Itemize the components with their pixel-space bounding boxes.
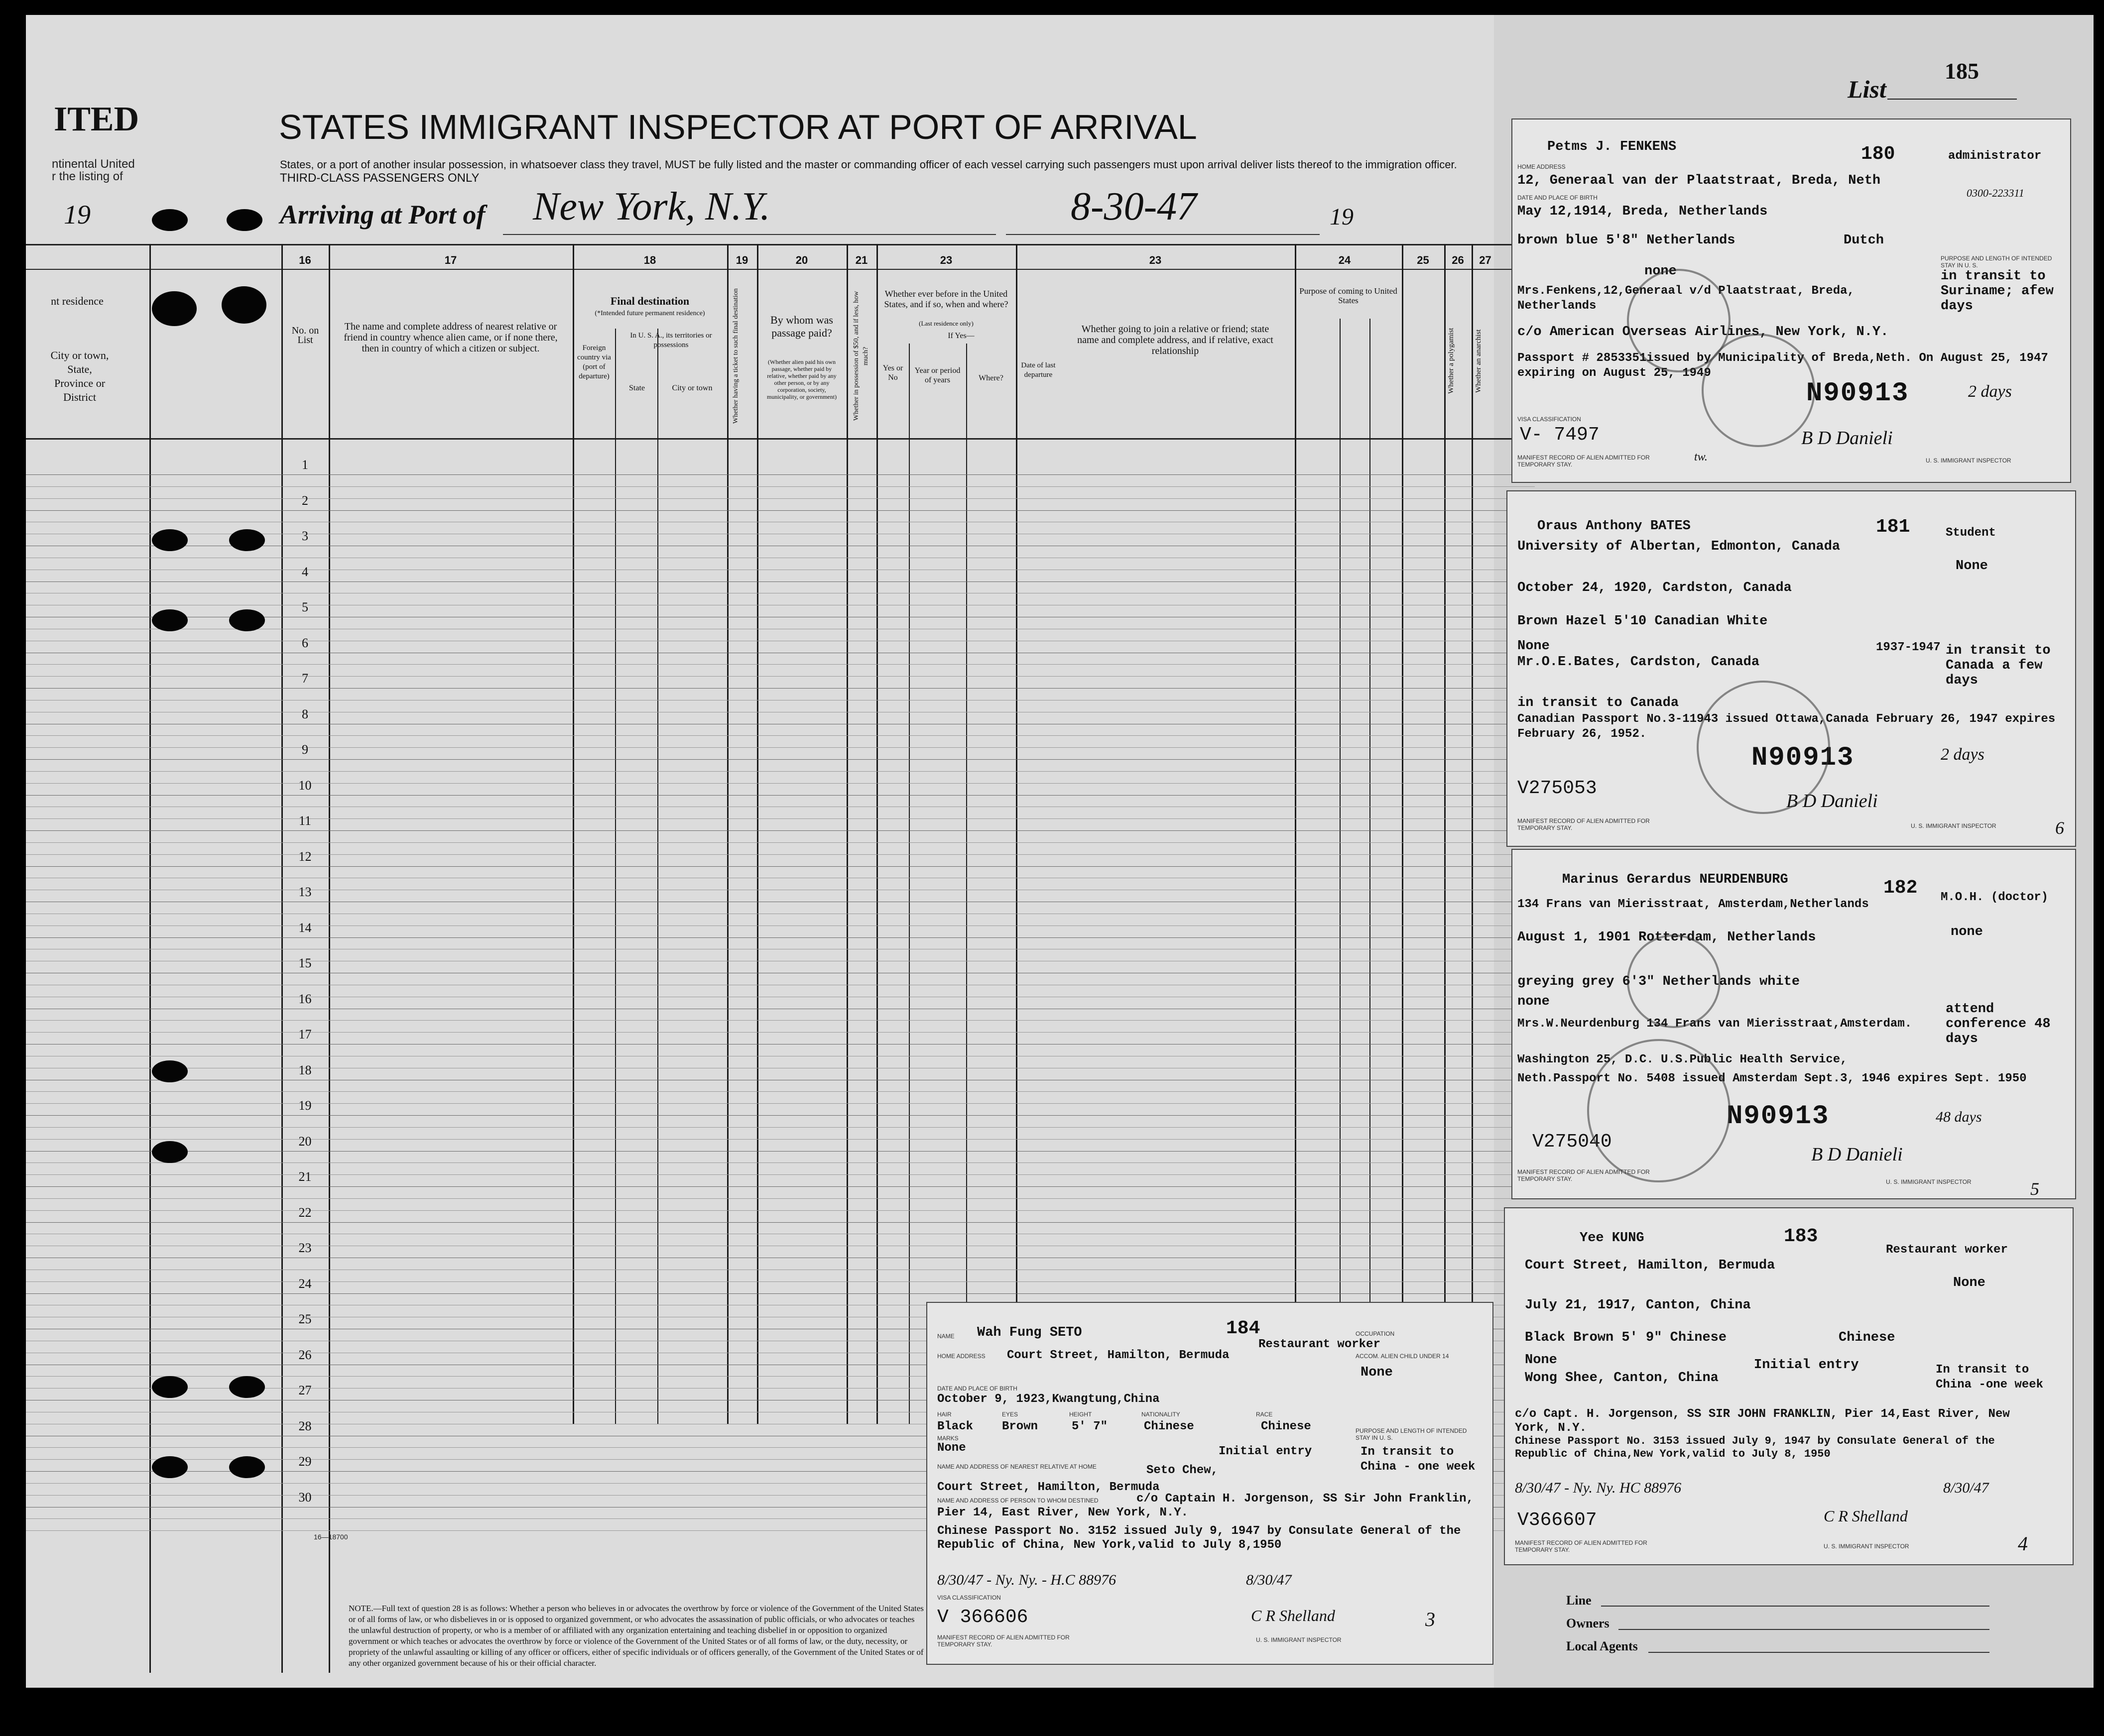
- card-admitted-hand: 8/30/47 - Ny. Ny. HC 88976: [1515, 1480, 1682, 1496]
- card-side-number: 5: [2030, 1179, 2039, 1199]
- row-rule: [26, 1115, 1535, 1116]
- card-birth: July 21, 1917, Canton, China: [1525, 1298, 1751, 1313]
- card-label-inspector: U. S. IMMIGRANT INSPECTOR: [1886, 1178, 1972, 1185]
- col-number: 19: [736, 254, 748, 266]
- row-number: 17: [298, 1027, 312, 1042]
- card-occupation: Student: [1946, 526, 1996, 540]
- final-destination-note: (*Intended future permanent residence): [595, 310, 705, 317]
- card-home-address: Court Street, Hamilton, Bermuda: [1525, 1258, 1775, 1273]
- port-underline: [503, 234, 996, 235]
- inspection-stamp: [1587, 1039, 1731, 1182]
- row-rule: [26, 1032, 1535, 1033]
- row-number: 9: [302, 742, 308, 757]
- possession-header: Whether in possession of $50, and if less, how much?: [853, 291, 869, 421]
- card-home-address: Court Street, Hamilton, Bermuda: [1007, 1349, 1230, 1362]
- row-number: 18: [298, 1062, 312, 1077]
- card-visa: V275053: [1517, 778, 1597, 799]
- card-inspector-signature: C R Shelland: [1824, 1507, 1908, 1525]
- card-purpose: In transit to China -one week: [1936, 1363, 2044, 1391]
- card-label-manifest: MANIFEST RECORD OF ALIEN ADMITTED FOR TEMPORARY STAY.: [1517, 817, 1650, 831]
- left-note-1: ntinental United: [52, 157, 135, 171]
- card-destined: Washington 25, D.C. U.S.Public Health Service,: [1517, 1053, 1848, 1066]
- row-rule: [26, 937, 1535, 938]
- row-rule: [26, 1139, 1535, 1140]
- row-rule: [26, 842, 1535, 843]
- card-inspector-signature: B D Danieli: [1811, 1144, 1903, 1165]
- row-number: 8: [302, 706, 308, 721]
- card-relative: Wong Shee, Canton, China: [1525, 1371, 1719, 1386]
- card-home-address: University of Albertan, Edmonton, Canada: [1517, 539, 1841, 554]
- card-purpose: in transit to Suriname; afew days: [1941, 269, 2054, 314]
- ever-before-header: Whether ever before in the United States, and if so, when and where?: [884, 289, 1008, 309]
- card-manifest-no: N90913: [1751, 743, 1855, 773]
- card-list-no: 181: [1876, 516, 1910, 538]
- card-label-home: HOME ADDRESS: [937, 1353, 986, 1360]
- punch-hole: [152, 1376, 188, 1398]
- card-birth: May 12,1914, Breda, Netherlands: [1517, 204, 1768, 219]
- card-corner-hand: 0300-223311: [1967, 187, 2024, 199]
- card-label-nationality: NATIONALITY: [1141, 1411, 1180, 1418]
- row-number: 6: [302, 635, 308, 650]
- col-rule: [909, 344, 910, 1424]
- card-inspector-signature: B D Danieli: [1801, 428, 1893, 449]
- punch-hole: [229, 1376, 265, 1398]
- row-rule: [26, 1103, 1535, 1104]
- card-travel-doc: Passport # 2853351issued by Municipality of Breda,Neth. On August 25, 1947 expiring on August 25, 1949: [1517, 351, 2048, 380]
- header-rule-top: [26, 244, 1535, 245]
- row-number: 5: [302, 600, 308, 614]
- punch-hole: [222, 286, 266, 324]
- row-number: 16: [298, 991, 312, 1006]
- card-marks: None: [937, 1441, 966, 1455]
- col-rule: [847, 244, 848, 1424]
- row-number: 11: [298, 813, 312, 828]
- card-destined: in transit to Canada: [1517, 695, 1679, 710]
- card-years: 1937-1947: [1876, 641, 1941, 654]
- row-rule: [26, 510, 1535, 511]
- row-number: 2: [302, 493, 308, 508]
- card-label-birth: DATE AND PLACE OF BIRTH: [937, 1385, 1017, 1392]
- row-number: 30: [298, 1490, 312, 1505]
- punch-hole: [229, 529, 265, 551]
- card-label-destined: NAME AND ADDRESS OF PERSON TO WHOM DESTINED: [937, 1497, 1099, 1504]
- card-relative: Mrs.Fenkens,12,Generaal v/d Plaatstraat, Breda, Netherlands: [1517, 284, 1855, 313]
- card-admitted-hand: 8/30/47 - Ny. Ny. - H.C 88976: [937, 1572, 1116, 1588]
- state-header: State: [629, 384, 645, 392]
- col-rule: [727, 244, 729, 1424]
- card-label-hair: HAIR: [937, 1411, 952, 1418]
- nearest-relative-header: The name and complete address of nearest relative or friend in country whence alien came, or if none there, then in country of which a citizen or subject.: [344, 321, 558, 354]
- row-number: 26: [298, 1347, 312, 1362]
- row-rule: [26, 1091, 1535, 1092]
- punch-hole: [152, 529, 188, 551]
- card-travel-doc: Chinese Passport No. 3152 issued July 9, 1947 by Consulate General of the Republic of China, New York,valid to July 8,1950: [937, 1524, 1461, 1552]
- alien-card-181: [1506, 490, 2076, 847]
- ticket-header: Whether having a ticket to such final destination: [732, 288, 740, 424]
- col-number: 25: [1417, 254, 1429, 266]
- card-label-manifest: MANIFEST RECORD OF ALIEN ADMITTED FOR TEMPORARY STAY.: [937, 1634, 1070, 1648]
- card-list-no: 184: [1226, 1318, 1260, 1339]
- card-admit-hand: 8/30/47: [1246, 1572, 1292, 1588]
- card-label-name: NAME: [937, 1333, 955, 1340]
- row-rule: [26, 1127, 1535, 1128]
- card-hair-eyes: brown blue 5'8" Netherlands: [1517, 233, 1735, 248]
- card-name: Petms J. FENKENS: [1547, 139, 1677, 154]
- date-underline: [1006, 234, 1320, 235]
- row-rule: [26, 818, 1535, 819]
- row-rule: [26, 747, 1535, 748]
- card-inspector-signature: C R Shelland: [1251, 1607, 1335, 1624]
- port-handwritten: New York, N.Y.: [533, 185, 770, 229]
- row-number: 14: [298, 920, 312, 935]
- card-manifest-no: N90913: [1727, 1101, 1830, 1132]
- card-travel-doc: Neth.Passport No. 5408 issued Amsterdam Sept.3, 1946 expires Sept. 1950: [1517, 1072, 2027, 1085]
- header-rule-bottom: [26, 438, 1535, 440]
- row-number: 20: [298, 1134, 312, 1149]
- card-entry: Initial entry: [1754, 1358, 1859, 1373]
- card-home-address: 12, Generaal van der Plaatstraat, Breda, Neth: [1517, 173, 1881, 188]
- card-small-hand: tw.: [1694, 451, 1708, 463]
- card-name: Yee KUNG: [1580, 1231, 1644, 1246]
- card-label-manifest: MANIFEST RECORD OF ALIEN ADMITTED FOR TEMPORARY STAY.: [1515, 1539, 1647, 1553]
- row-number: 13: [298, 885, 312, 899]
- row-number: 27: [298, 1383, 312, 1397]
- list-label: List: [1848, 75, 1886, 103]
- if-yes-header: If Yes—: [948, 332, 975, 340]
- punch-hole: [227, 209, 262, 231]
- card-label-inspector: U. S. IMMIGRANT INSPECTOR: [1256, 1636, 1342, 1643]
- punch-hole: [152, 609, 188, 631]
- card-marks: None: [1525, 1353, 1557, 1368]
- owners-underline: [1618, 1629, 1989, 1630]
- card-home-address: 134 Frans van Mierisstraat, Amsterdam,Netherlands: [1517, 898, 1869, 911]
- row-rule: [26, 1151, 1535, 1152]
- yes-or-no-header: Yes or No: [882, 364, 903, 382]
- alien-card-183: [1504, 1207, 2074, 1565]
- card-label-eyes: EYES: [1002, 1411, 1018, 1418]
- card-label-manifest: MANIFEST RECORD OF ALIEN ADMITTED FOR TEMPORARY STAY.: [1517, 454, 1650, 468]
- city-header: City or town: [672, 384, 713, 392]
- col-rule: [615, 329, 616, 1424]
- card-eyes: Brown: [1002, 1420, 1038, 1433]
- row-rule: [26, 1162, 1535, 1163]
- page-title: STATES IMMIGRANT INSPECTOR AT PORT OF ARRIVAL: [279, 108, 1197, 146]
- card-name: Oraus Anthony BATES: [1537, 519, 1691, 534]
- col-rule: [657, 329, 658, 1424]
- arriving-label: Arriving at Port of: [280, 200, 486, 230]
- page-subtitle: States, or a port of another insular possession, in whatsoever class they travel, MUST be fully listed and the master or commanding officer of each vessel carrying such passengers must upon arrival deliver lists thereof to the immigration officer.: [280, 158, 1457, 171]
- card-purpose: In transit to China - one week: [1361, 1445, 1476, 1474]
- card-admit-hand: 8/30/47: [1943, 1480, 1989, 1496]
- final-destination-header: Final destination: [610, 295, 690, 307]
- card-occupation: administrator: [1948, 149, 2042, 163]
- year-suffix: 19: [1330, 204, 1354, 230]
- card-marks: none: [1517, 994, 1550, 1009]
- row-rule: [26, 1281, 1535, 1282]
- card-label-occupation: OCCUPATION: [1356, 1330, 1395, 1337]
- alien-card-180: [1511, 118, 2071, 483]
- col-rule: [876, 244, 878, 1424]
- row-rule: [26, 759, 1535, 760]
- row-rule: [26, 1198, 1535, 1199]
- purpose-header: Purpose of coming to United States: [1299, 286, 1397, 305]
- card-hair-eyes: Brown Hazel 5'10 Canadian White: [1517, 614, 1768, 629]
- row-number: 15: [298, 956, 312, 970]
- col-rule: [1369, 319, 1370, 1424]
- by-whom-paid-header: By whom was passage paid?: [770, 314, 833, 339]
- card-side-number: 6: [2055, 818, 2064, 838]
- card-alien-child: none: [1951, 925, 1983, 939]
- card-marks: none: [1644, 264, 1677, 279]
- card-destined: c/o Capt. H. Jorgenson, SS SIR JOHN FRANKLIN, Pier 14,East River, New York, N.Y.: [1515, 1407, 2010, 1435]
- card-label-purpose: PURPOSE AND LENGTH OF INTENDED STAY IN U. S.: [1356, 1427, 1467, 1441]
- card-name: Wah Fung SETO: [977, 1325, 1082, 1340]
- card-occupation: Restaurant worker: [1258, 1338, 1380, 1351]
- card-label-marks: MARKS: [937, 1435, 959, 1442]
- card-label-race: RACE: [1256, 1411, 1273, 1418]
- row-rule: [26, 1174, 1535, 1175]
- card-birth: October 9, 1923,Kwangtung,China: [937, 1392, 1160, 1406]
- row-rule: [26, 830, 1535, 831]
- col-number: 24: [1338, 254, 1351, 266]
- row-number: 28: [298, 1418, 312, 1433]
- row-rule: [26, 1293, 1535, 1294]
- alien-card-184: [926, 1302, 1493, 1665]
- last-residence-note: (Last residence only): [919, 320, 974, 327]
- no-on-list-header: No. on List: [291, 325, 319, 346]
- row-number: 21: [298, 1169, 312, 1184]
- card-alien-child: None: [1361, 1365, 1393, 1380]
- col-number: 18: [643, 254, 656, 266]
- row-number: 22: [298, 1205, 312, 1220]
- card-label-height: HEIGHT: [1069, 1411, 1092, 1418]
- row-rule: [26, 664, 1535, 665]
- card-label-manifest: MANIFEST RECORD OF ALIEN ADMITTED FOR TEMPORARY STAY.: [1517, 1168, 1650, 1182]
- card-destined: c/o Captain H. Jorgenson, SS Sir John Franklin, Pier 14, East River, New York, N.Y.: [937, 1492, 1474, 1519]
- col-rule: [1295, 244, 1296, 1424]
- row-number: 3: [302, 529, 308, 543]
- row-rule: [26, 783, 1535, 784]
- card-birth: October 24, 1920, Cardston, Canada: [1517, 580, 1792, 595]
- card-label-purpose: PURPOSE AND LENGTH OF INTENDED STAY IN U. S.: [1941, 255, 2052, 269]
- card-travel-doc: Canadian Passport No.3-11943 issued Ottawa,Canada February 26, 1947 expires February 26, 1952.: [1517, 712, 2056, 741]
- col-rule: [757, 244, 758, 1424]
- col-number: 27: [1479, 254, 1491, 266]
- col-rule: [1016, 244, 1017, 1424]
- foreign-country-header: Foreign country via (port of departure): [577, 344, 611, 380]
- card-alien-child: None: [1953, 1275, 1985, 1290]
- by-whom-note: (Whether alien paid his own passage, whether paid by relative, whether paid by any other person, or by any corporation, society, municipality, or government): [766, 358, 837, 400]
- col-rule: [329, 244, 330, 1673]
- footer-note: NOTE.—Full text of question 28 is as follows: Whether a person who believes in or advocates the overthrow by force or violence of the Government of the United States or of all forms of law, or who disbelieves in or is opposed to organized government, or who advocates the assassination of public officials, or who advocates or teaches the unlawful destruction of property, or who is a member of or affiliated with any organization entertaining and teaching disbelief in or opposition to organized government or which teaches or advocates the overthrow by force or violence of the Government of the United States or of all forms of law, or the duty, necessity, or propriety of the unlawful assaulting or killing of any officer or officers, either of specific individuals or of officers generally, of the Government of the United States or of any other organized government because of his or their official character.: [349, 1604, 924, 1668]
- left-title: ITED: [54, 100, 139, 138]
- col-rule: [1340, 319, 1341, 1424]
- punch-hole: [152, 291, 197, 326]
- card-race: Chinese: [1839, 1330, 1895, 1345]
- row-rule: [26, 498, 1535, 499]
- card-label-inspector: U. S. IMMIGRANT INSPECTOR: [1824, 1543, 1909, 1550]
- row-rule: [26, 735, 1535, 736]
- year-period-header: Year or period of years: [914, 366, 961, 384]
- footer-agents-label: Local Agents: [1566, 1639, 1638, 1653]
- inspection-stamp: [1697, 681, 1830, 814]
- alien-card-182: [1511, 849, 2076, 1199]
- col-number: 23: [1149, 254, 1162, 266]
- punch-hole: [229, 1456, 265, 1478]
- card-relative: Mrs.W.Neurdenburg 134 Frans van Mierisstraat,Amsterdam.: [1517, 1017, 1912, 1031]
- card-admit-hand: 48 days: [1936, 1109, 1982, 1125]
- left-city-label: City or town, State, Province or District: [50, 349, 109, 403]
- punch-hole: [152, 209, 188, 231]
- punch-hole: [152, 1060, 188, 1082]
- card-inspector-signature: B D Danieli: [1786, 791, 1878, 811]
- row-number: 12: [298, 849, 312, 864]
- card-label-visa: VISA CLASSIFICATION: [937, 1594, 1001, 1601]
- card-birth: August 1, 1901 Rotterdam, Netherlands: [1517, 930, 1816, 945]
- card-label-inspector: U. S. IMMIGRANT INSPECTOR: [1926, 457, 2011, 464]
- punch-hole: [152, 1456, 188, 1478]
- row-rule: [26, 676, 1535, 677]
- list-underline: [1887, 99, 2017, 100]
- row-rule: [26, 474, 1535, 475]
- date-handwritten: 8-30-47: [1071, 185, 1197, 229]
- row-number: 19: [298, 1098, 312, 1113]
- header-rule-numbers: [26, 269, 1535, 270]
- card-height: 5' 7": [1072, 1420, 1108, 1433]
- third-class-label: THIRD-CLASS PASSENGERS ONLY: [280, 171, 480, 185]
- form-code: 16—18700: [314, 1533, 348, 1541]
- card-visa: V- 7497: [1520, 424, 1600, 446]
- left-year: 19: [64, 200, 91, 230]
- col-number: 23: [940, 254, 953, 266]
- card-hair-eyes: Black Brown 5' 9" Chinese: [1525, 1330, 1727, 1345]
- card-label-visa: VISA CLASSIFICATION: [1517, 416, 1581, 423]
- card-travel-doc: Chinese Passport No. 3153 issued July 9, 1947 by Consulate General of the Republic of China,New York,valid to July 8, 1950: [1515, 1435, 1995, 1460]
- footer-owners-label: Owners: [1566, 1616, 1609, 1630]
- row-number: 23: [298, 1241, 312, 1255]
- row-number: 7: [302, 671, 308, 686]
- row-rule: [26, 581, 1535, 582]
- card-marks: None: [1517, 639, 1550, 654]
- card-manifest-no: N90913: [1806, 378, 1909, 409]
- card-nationality: Chinese: [1144, 1420, 1194, 1433]
- punch-hole: [152, 1141, 188, 1163]
- inspection-stamp: [1627, 934, 1721, 1028]
- card-side-number: 3: [1425, 1608, 1435, 1630]
- row-rule: [26, 866, 1535, 867]
- left-note-2: r the listing of: [52, 170, 123, 183]
- col-rule: [1444, 244, 1446, 1424]
- card-admit-hand: 2 days: [1941, 745, 1984, 764]
- row-rule: [26, 854, 1535, 855]
- footer-line-label: Line: [1566, 1593, 1592, 1608]
- where-header: Where?: [979, 374, 1003, 382]
- line-underline: [1601, 1606, 1989, 1607]
- card-purpose: in transit to Canada a few days: [1946, 643, 2051, 688]
- card-label-relative: NAME AND ADDRESS OF NEAREST RELATIVE AT HOME: [937, 1463, 1097, 1470]
- col-rule: [966, 344, 967, 1424]
- row-rule: [26, 1020, 1535, 1021]
- card-list-no: 182: [1883, 877, 1918, 899]
- card-alien-child: None: [1956, 559, 1988, 574]
- card-relative: Seto Chew, Court Street, Hamilton, Bermuda: [937, 1464, 1219, 1494]
- card-label-birth: DATE AND PLACE OF BIRTH: [1517, 194, 1598, 201]
- card-label-home: HOME ADDRESS: [1517, 163, 1566, 170]
- row-rule: [26, 771, 1535, 772]
- card-visa: V275040: [1532, 1131, 1612, 1153]
- col-number: 20: [795, 254, 808, 266]
- last-departure-header: Date of last departure: [1021, 361, 1056, 379]
- row-number: 24: [298, 1276, 312, 1291]
- row-number: 29: [298, 1454, 312, 1469]
- card-list-no: 183: [1784, 1226, 1818, 1247]
- in-usa-header: In U. S. A., its territories or possessions: [630, 332, 712, 349]
- joining-relative-header: Whether going to join a relative or friend; state name and complete address, and if relative, exact relationship: [1077, 324, 1273, 356]
- row-rule: [26, 486, 1535, 487]
- card-race: Chinese: [1261, 1420, 1311, 1433]
- polygamist-header: Whether a polygamist: [1447, 328, 1455, 394]
- row-rule: [26, 1186, 1535, 1187]
- row-rule: [26, 795, 1535, 796]
- left-residence-label: nt residence: [51, 295, 104, 307]
- card-entry: Initial entry: [1219, 1445, 1312, 1458]
- list-number: 185: [1945, 58, 1979, 84]
- card-visa: V366607: [1517, 1509, 1597, 1531]
- card-side-number: 4: [2018, 1532, 2028, 1555]
- row-rule: [26, 1210, 1535, 1211]
- card-race: Dutch: [1844, 233, 1884, 248]
- col-rule: [1402, 244, 1403, 1424]
- col-number: 16: [299, 254, 311, 266]
- card-label-inspector: U. S. IMMIGRANT INSPECTOR: [1911, 822, 1996, 829]
- card-label-accom: ACCOM. ALIEN CHILD UNDER 14: [1356, 1353, 1449, 1360]
- col-rule: [1472, 244, 1473, 1424]
- card-purpose: attend conference 48 days: [1946, 1002, 2051, 1046]
- col-rule: [573, 244, 574, 1424]
- row-number: 25: [298, 1312, 312, 1326]
- agents-underline: [1648, 1652, 1989, 1653]
- col-number: 21: [855, 254, 868, 266]
- row-rule: [26, 1222, 1535, 1223]
- col-number: 26: [1452, 254, 1464, 266]
- card-occupation: Restaurant worker: [1886, 1243, 2008, 1257]
- card-name: Marinus Gerardus NEURDENBURG: [1562, 872, 1788, 887]
- card-hair-eyes: greying grey 6'3" Netherlands white: [1517, 974, 1800, 989]
- row-number: 4: [302, 564, 308, 579]
- col-number: 17: [444, 254, 457, 266]
- card-destined: c/o American Overseas Airlines, New York, N.Y.: [1517, 325, 1889, 340]
- card-visa: V 366606: [937, 1607, 1028, 1628]
- card-admit-hand: 2 days: [1968, 382, 2012, 401]
- card-list-no: 180: [1861, 143, 1895, 165]
- col-rule: [149, 244, 151, 1673]
- card-relative: Mr.O.E.Bates, Cardston, Canada: [1517, 655, 1760, 670]
- anarchist-header: Whether an anarchist: [1475, 329, 1483, 393]
- row-rule: [26, 688, 1535, 689]
- punch-hole: [229, 609, 265, 631]
- inspection-stamp: [1702, 334, 1815, 447]
- row-number: 10: [298, 778, 312, 793]
- card-hair: Black: [937, 1420, 974, 1433]
- row-number: 1: [302, 458, 308, 472]
- card-occupation: M.O.H. (doctor): [1941, 891, 2049, 904]
